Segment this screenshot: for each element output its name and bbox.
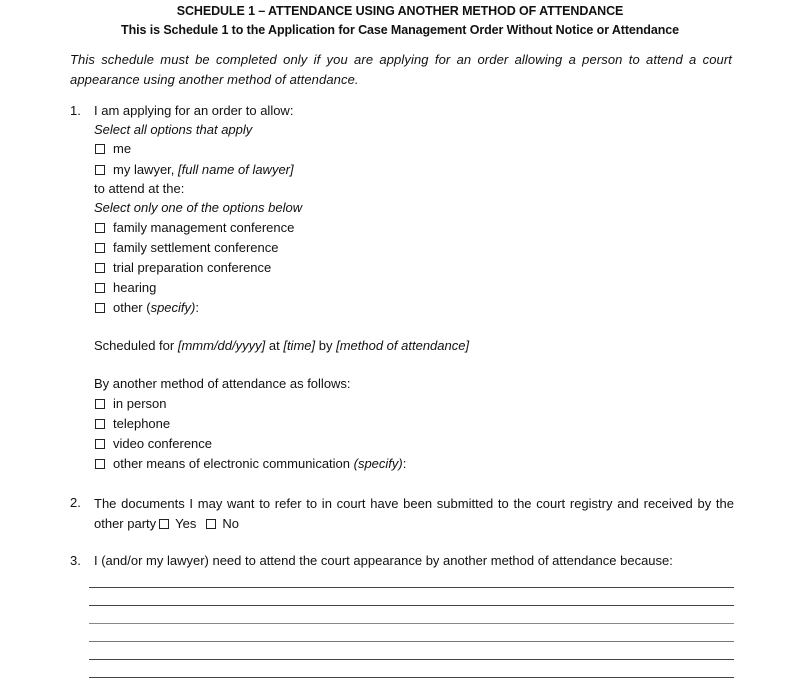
q2-number: 2.	[70, 495, 81, 510]
answer-line[interactable]	[89, 623, 734, 624]
attend-at-label: to attend at the:	[94, 181, 185, 196]
method-prompt: By another method of attendance as follows:	[94, 376, 351, 391]
q2-statement	[94, 494, 734, 534]
option-me-label: me	[113, 141, 132, 156]
date-placeholder[interactable]: [mmm/dd/yyyy]	[177, 338, 266, 353]
checkbox-me[interactable]	[95, 144, 105, 154]
checkbox-trial-preparation-conference[interactable]	[95, 263, 105, 273]
specify-label: (specify)	[353, 456, 403, 471]
option-telephone[interactable]	[95, 415, 170, 433]
schedule-title: SCHEDULE 1 – ATTENDANCE USING ANOTHER METHOD OF ATTENDANCE	[176, 4, 624, 18]
q1-number: 1.	[70, 103, 81, 118]
option-video-conference[interactable]	[95, 435, 212, 453]
scheduled-by: by	[315, 338, 337, 353]
answer-line[interactable]	[89, 641, 734, 642]
option-label: in person	[113, 396, 167, 411]
option-family-management-conference[interactable]	[95, 219, 294, 237]
answer-line[interactable]	[89, 677, 734, 678]
option-my-lawyer-label: my lawyer,	[113, 162, 179, 177]
option-label: trial preparation conference	[113, 260, 272, 275]
yes-label: Yes	[175, 516, 197, 531]
option-label-suffix: :	[195, 300, 199, 315]
q3-number: 3.	[70, 553, 81, 568]
option-family-settlement-conference[interactable]	[95, 239, 278, 257]
option-my-lawyer[interactable]	[95, 161, 294, 179]
q1-persons-instruction: Select all options that apply	[94, 122, 253, 137]
checkbox-in-person[interactable]	[95, 399, 105, 409]
option-trial-preparation-conference[interactable]	[95, 259, 271, 277]
option-label-suffix: :	[402, 456, 407, 471]
scheduled-prefix: Scheduled for	[94, 338, 178, 353]
q1-prompt: I am applying for an order to allow:	[94, 103, 294, 118]
checkbox-my-lawyer[interactable]	[95, 165, 105, 175]
checkbox-other-electronic[interactable]	[95, 459, 105, 469]
option-other-event[interactable]	[95, 299, 199, 317]
answer-line[interactable]	[89, 605, 734, 606]
option-label: other means of electronic communication	[113, 456, 354, 471]
q2-text: The documents I may want to refer to in court have been submitted to the court registry and received by the other party	[94, 496, 734, 531]
time-placeholder[interactable]: [time]	[283, 338, 316, 353]
checkbox-other-event[interactable]	[95, 303, 105, 313]
option-me[interactable]	[95, 140, 131, 158]
scheduled-at: at	[265, 338, 284, 353]
option-label: telephone	[113, 416, 171, 431]
checkbox-yes[interactable]	[159, 519, 169, 529]
option-label: video conference	[113, 436, 213, 451]
q1-events-instruction: Select only one of the options below	[94, 200, 303, 215]
checkbox-hearing[interactable]	[95, 283, 105, 293]
checkbox-family-management-conference[interactable]	[95, 223, 105, 233]
method-placeholder[interactable]: [method of attendance]	[336, 338, 470, 353]
answer-line[interactable]	[89, 587, 734, 588]
schedule-subtitle: This is Schedule 1 to the Application for Case Management Order Without Notice or Attendance	[121, 23, 679, 37]
option-label: family settlement conference	[113, 240, 279, 255]
option-hearing[interactable]	[95, 279, 156, 297]
option-in-person[interactable]	[95, 395, 166, 413]
q3-prompt: I (and/or my lawyer) need to attend the court appearance by another method of attendance because:	[94, 553, 673, 568]
checkbox-no[interactable]	[206, 519, 216, 529]
option-label: hearing	[113, 280, 157, 295]
checkbox-telephone[interactable]	[95, 419, 105, 429]
scheduled-line	[94, 337, 469, 355]
checkbox-family-settlement-conference[interactable]	[95, 243, 105, 253]
lawyer-name-placeholder[interactable]: [full name of lawyer]	[178, 162, 294, 177]
specify-label: specify)	[150, 300, 196, 315]
answer-line[interactable]	[89, 659, 734, 660]
intro-instructions: This schedule must be completed only if you are applying for an order allowing a person to attend a court appearance using another method of attendance.	[70, 52, 732, 87]
option-other-electronic[interactable]	[95, 455, 406, 473]
option-label: other (	[113, 300, 151, 315]
checkbox-video-conference[interactable]	[95, 439, 105, 449]
option-label: family management conference	[113, 220, 295, 235]
no-label: No	[222, 516, 239, 531]
